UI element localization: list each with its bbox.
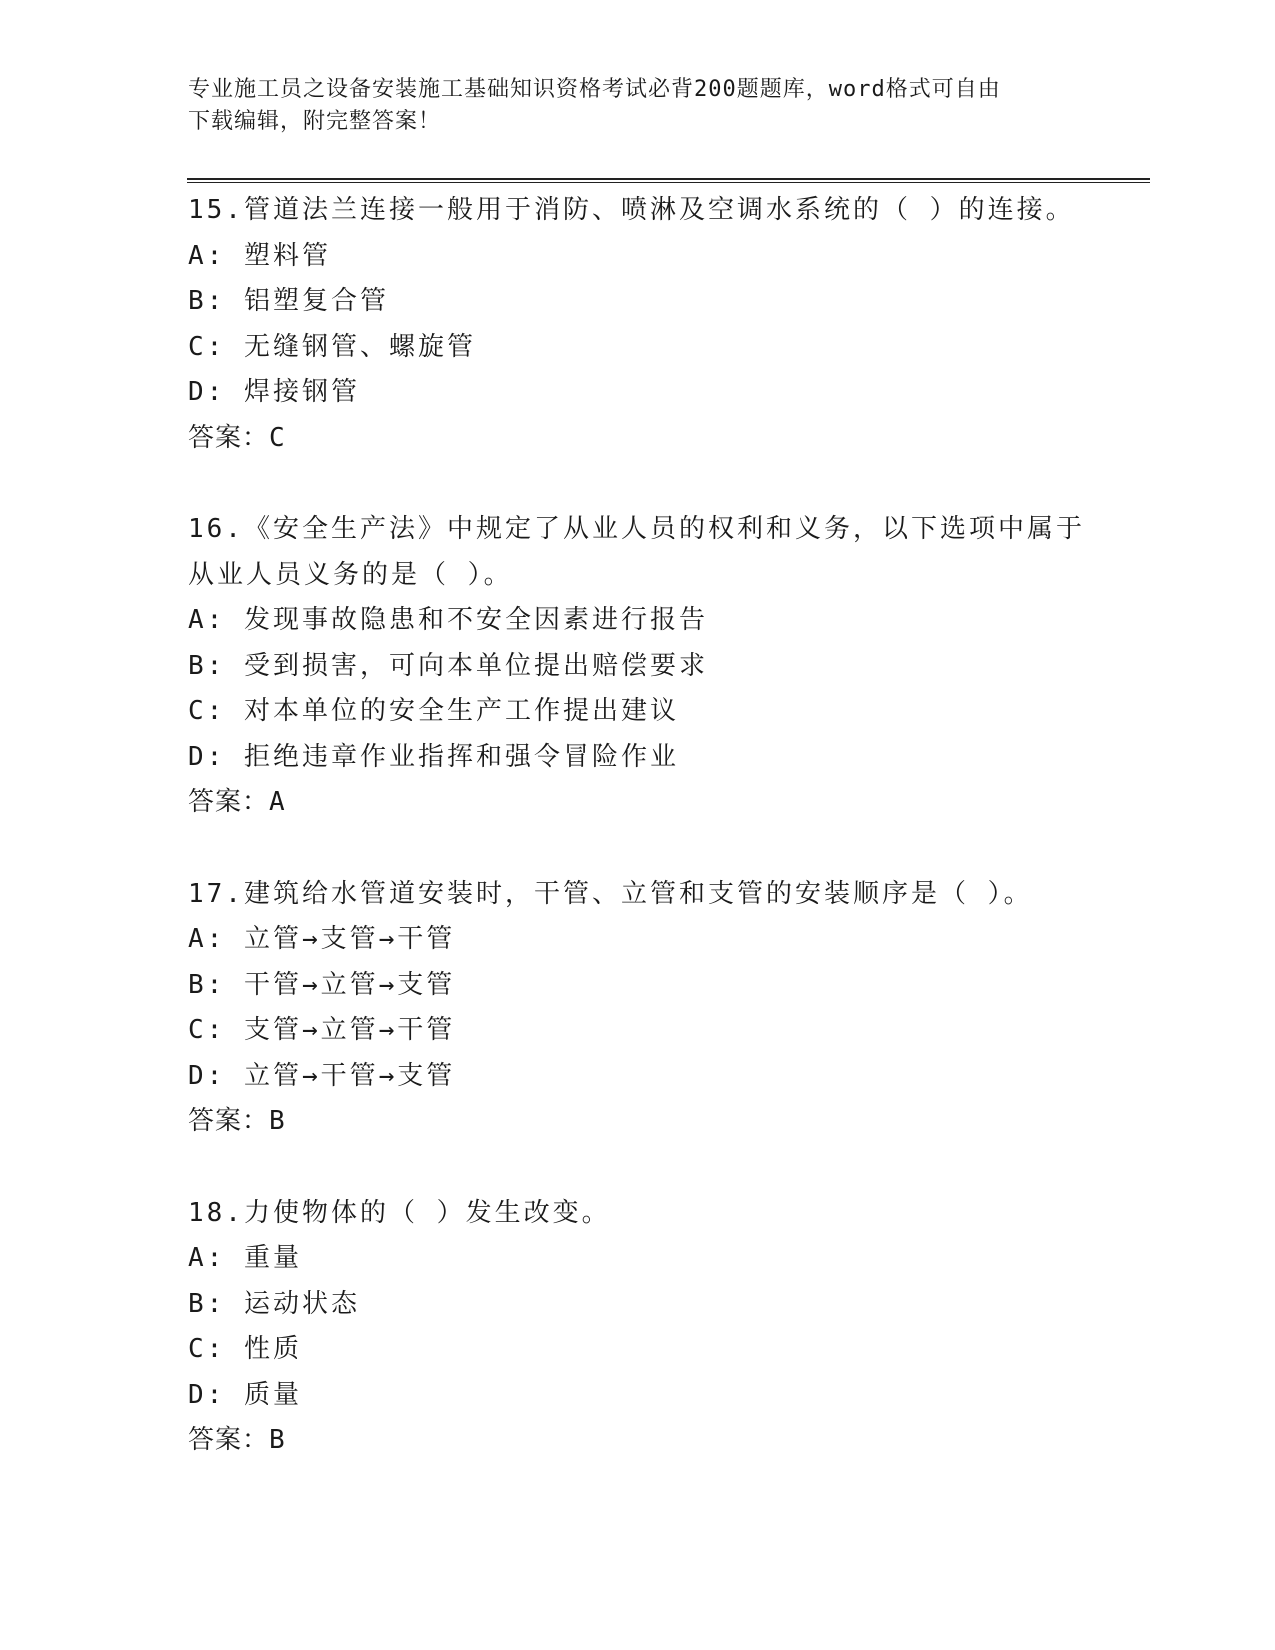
option-c: C: 支管→立管→干管	[188, 1015, 456, 1045]
option-a: A: 发现事故隐患和不安全因素进行报告	[188, 605, 708, 635]
header-line-2: 下载编辑，附完整答案！	[188, 109, 442, 134]
option-a: A: 塑料管	[188, 240, 331, 271]
option-b: B: 受到损害，可向本单位提出赔偿要求	[188, 650, 708, 681]
answer-value: A	[269, 787, 286, 817]
question-list	[188, 188, 1088, 1510]
header-divider	[187, 178, 1150, 183]
option-d: D: 质量	[188, 1379, 302, 1410]
answer-label: 答案：	[188, 787, 270, 817]
option-a: A: 立管→支管→干管	[188, 924, 456, 954]
question-text: 18.力使物体的（ ）发生改变。	[188, 1197, 611, 1228]
header-line-1: 专业施工员之设备安装施工基础知识资格考试必背200题题库，word格式可自由	[188, 77, 1001, 102]
answer-label: 答案：	[188, 1106, 270, 1136]
question-text: 15.管道法兰连接一般用于消防、喷淋及空调水系统的（ ）的连接。	[188, 195, 1075, 225]
question-17	[188, 872, 1088, 1145]
question-text-continued: 从业人员义务的是（ ）。	[188, 559, 513, 590]
answer-label: 答案：	[188, 1425, 270, 1455]
option-c: C: 对本单位的安全生产工作提出建议	[188, 696, 679, 726]
answer-value: C	[269, 422, 286, 453]
question-15	[188, 188, 1088, 461]
option-b: B: 铝塑复合管	[188, 286, 389, 316]
question-16	[188, 507, 1088, 826]
answer-line	[188, 780, 1088, 826]
answer-value: B	[269, 1106, 286, 1136]
answer-line	[188, 416, 1088, 462]
option-c: C: 性质	[188, 1334, 302, 1364]
question-18	[188, 1191, 1088, 1464]
option-d: D: 立管→干管→支管	[188, 1060, 456, 1091]
option-a: A: 重量	[188, 1243, 302, 1273]
answer-line	[188, 1418, 1088, 1464]
option-d: D: 拒绝违章作业指挥和强令冒险作业	[188, 741, 679, 772]
option-b: B: 干管→立管→支管	[188, 969, 456, 1000]
option-b: B: 运动状态	[188, 1288, 360, 1319]
question-text: 16.《安全生产法》中规定了从业人员的权利和义务，以下选项中属于	[188, 514, 1085, 544]
answer-line	[188, 1099, 1088, 1145]
question-text: 17.建筑给水管道安装时，干管、立管和支管的安装顺序是（ ）。	[188, 878, 1033, 909]
option-c: C: 无缝钢管、螺旋管	[188, 331, 476, 362]
option-d: D: 焊接钢管	[188, 377, 360, 407]
answer-value: B	[269, 1425, 286, 1455]
answer-label: 答案：	[188, 422, 270, 453]
document-header	[188, 74, 1068, 138]
